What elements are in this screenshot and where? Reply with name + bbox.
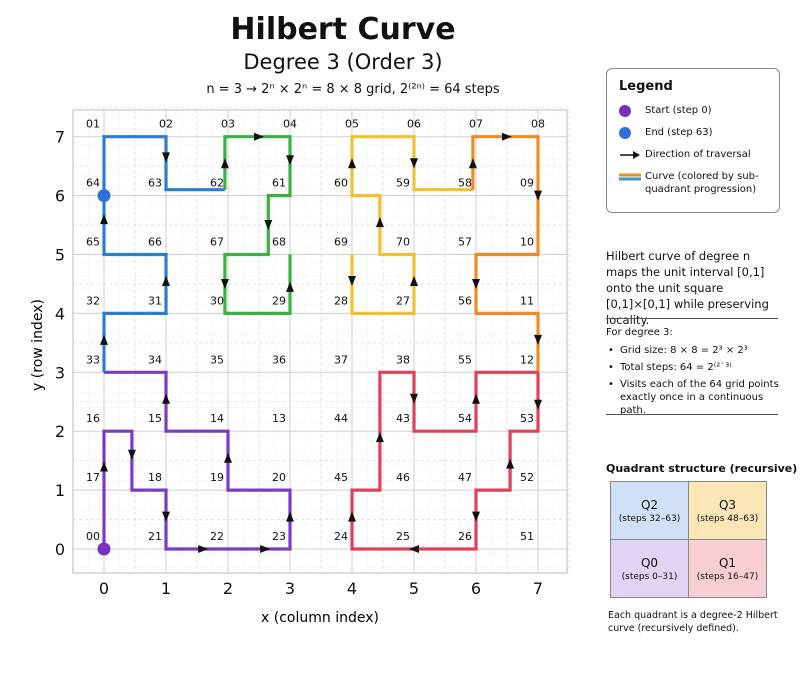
step-label: 38 [396,353,410,367]
degree-item: • Total steps: 64 = 2⁽²˙³⁾ [606,361,780,374]
legend-end-label: End (step 63) [645,127,713,138]
step-label: 16 [86,412,100,426]
step-label: 67 [210,235,224,249]
step-label: 56 [458,294,472,308]
y-tick-label: 1 [54,481,66,501]
step-label: 09 [520,176,534,190]
step-label: 32 [86,294,100,308]
y-tick-label: 6 [54,186,66,206]
quadrant-name: Q2 [640,497,659,512]
step-label: 60 [334,176,348,190]
step-label: 23 [272,530,286,543]
legend-curve [619,170,767,196]
legend-start [619,104,767,117]
step-label: 15 [148,412,162,426]
step-label: 13 [272,412,286,426]
quadrant-note: Each quadrant is a degree-2 Hilbert curve (recursively defined). [608,610,778,634]
degree-title: For degree 3: [606,327,673,338]
step-label: 37 [334,353,348,367]
step-label: 34 [148,353,162,367]
step-label: 10 [520,235,534,249]
y-tick-label: 5 [54,245,66,265]
y-tick-label: 3 [54,363,66,383]
x-tick-label: 6 [470,579,482,598]
step-label: 30 [210,294,224,308]
quadrant-name: Q0 [640,555,659,570]
step-label: 27 [396,294,410,308]
step-label: 03 [221,117,235,131]
step-label: 46 [396,471,410,485]
degree-item: • Grid size: 8 × 8 = 2³ × 2³ [606,344,780,357]
step-label: 00 [86,530,100,543]
x-tick-label: 1 [160,579,172,598]
y-tick-label: 0 [54,540,66,559]
step-label: 66 [148,235,162,249]
step-label: 57 [458,235,472,249]
step-label: 54 [458,412,472,426]
degree-list [606,344,780,421]
quadrant-steps: (steps 16–47) [696,571,759,582]
quadrant-steps: (steps 0–31) [621,571,678,582]
quadrant-steps: (steps 32–63) [618,513,681,524]
step-label: 20 [272,471,286,485]
step-label: 31 [148,294,162,308]
x-tick-label: 7 [532,579,544,598]
end-dot-icon [619,127,631,139]
step-label: 64 [86,176,100,190]
quadrant-q0 [610,539,689,598]
step-label: 61 [272,176,286,190]
quadrant-name: Q1 [718,555,737,570]
x-tick-label: 0 [98,579,110,598]
step-label: 24 [334,530,348,543]
step-label: 59 [396,176,410,190]
step-label: 04 [283,117,297,131]
step-label: 62 [210,176,224,190]
step-label: 51 [520,530,534,543]
y-tick-label: 4 [54,304,66,324]
step-label: 07 [469,117,483,131]
divider [606,318,778,319]
step-label: 35 [210,353,224,367]
legend-title: Legend [619,79,673,94]
step-label: 68 [272,235,286,249]
step-label: 36 [272,353,286,367]
step-label: 58 [458,176,472,190]
y-tick-label: 7 [54,127,66,147]
end-dot [98,189,111,202]
step-label: 08 [531,117,545,131]
start-dot-icon [619,105,631,117]
page-subtitle: Degree 3 (Order 3) [243,50,443,74]
step-label: 43 [396,412,410,426]
step-label: 33 [86,353,100,367]
step-label: 17 [86,471,100,485]
page-title: Hilbert Curve [230,12,456,47]
legend-direction [619,148,767,161]
quadrant-steps: (steps 48–63) [696,513,759,524]
step-label: 12 [520,353,534,367]
formula-text: n = 3 → 2ⁿ × 2ⁿ = 8 × 8 grid, 2⁽²ⁿ⁾ = 64 steps [206,82,500,97]
degree-item: • Visits each of the 64 grid points exactly once in a continuous path. [606,378,780,417]
x-tick-label: 4 [346,579,358,598]
step-label: 65 [86,235,100,249]
quadrant-q3 [688,481,767,540]
legend-direction-label: Direction of traversal [645,149,751,160]
legend-box [606,68,780,213]
step-label: 55 [458,353,472,367]
step-label: 45 [334,471,348,485]
description-text: Hilbert curve of degree n maps the unit interval [0,1] onto the unit square [0,1]×[0,1] while preserving locality. [606,249,769,327]
legend-end [619,126,767,139]
step-label: 11 [520,294,534,308]
start-dot [98,543,111,556]
step-label: 69 [334,235,348,249]
step-label: 05 [345,117,359,131]
step-label: 52 [520,471,534,485]
step-label: 01 [86,117,100,131]
step-label: 22 [210,530,224,543]
legend-curve-label: Curve (colored by sub-quadrant progression) [645,171,759,195]
step-label: 02 [159,117,173,131]
step-label: 14 [210,412,224,426]
quadrant-q2 [610,481,689,540]
curve-swatch-icon [619,172,641,182]
quadrant-q1 [688,539,767,598]
step-label: 26 [458,530,472,543]
step-label: 47 [458,471,472,485]
y-axis-label: y (row index) [30,299,46,391]
step-label: 28 [334,294,348,308]
y-tick-label: 2 [54,422,66,442]
divider [606,414,778,415]
step-label: 18 [148,471,162,485]
x-tick-label: 2 [222,579,234,598]
step-label: 25 [396,530,410,543]
legend-start-label: Start (step 0) [645,105,712,116]
step-label: 44 [334,412,348,426]
x-tick-label: 5 [408,579,420,598]
x-axis-label: x (column index) [261,610,379,626]
quadrant-name: Q3 [718,497,737,512]
step-label: 06 [407,117,421,131]
step-label: 19 [210,471,224,485]
x-tick-label: 3 [284,579,296,598]
step-label: 53 [520,412,534,426]
arrow-right-icon [619,150,641,160]
step-label: 21 [148,530,162,543]
step-label: 29 [272,294,286,308]
step-label: 70 [396,235,410,249]
quadrant-title: Quadrant structure (recursive) [606,462,798,475]
step-label: 63 [148,176,162,190]
